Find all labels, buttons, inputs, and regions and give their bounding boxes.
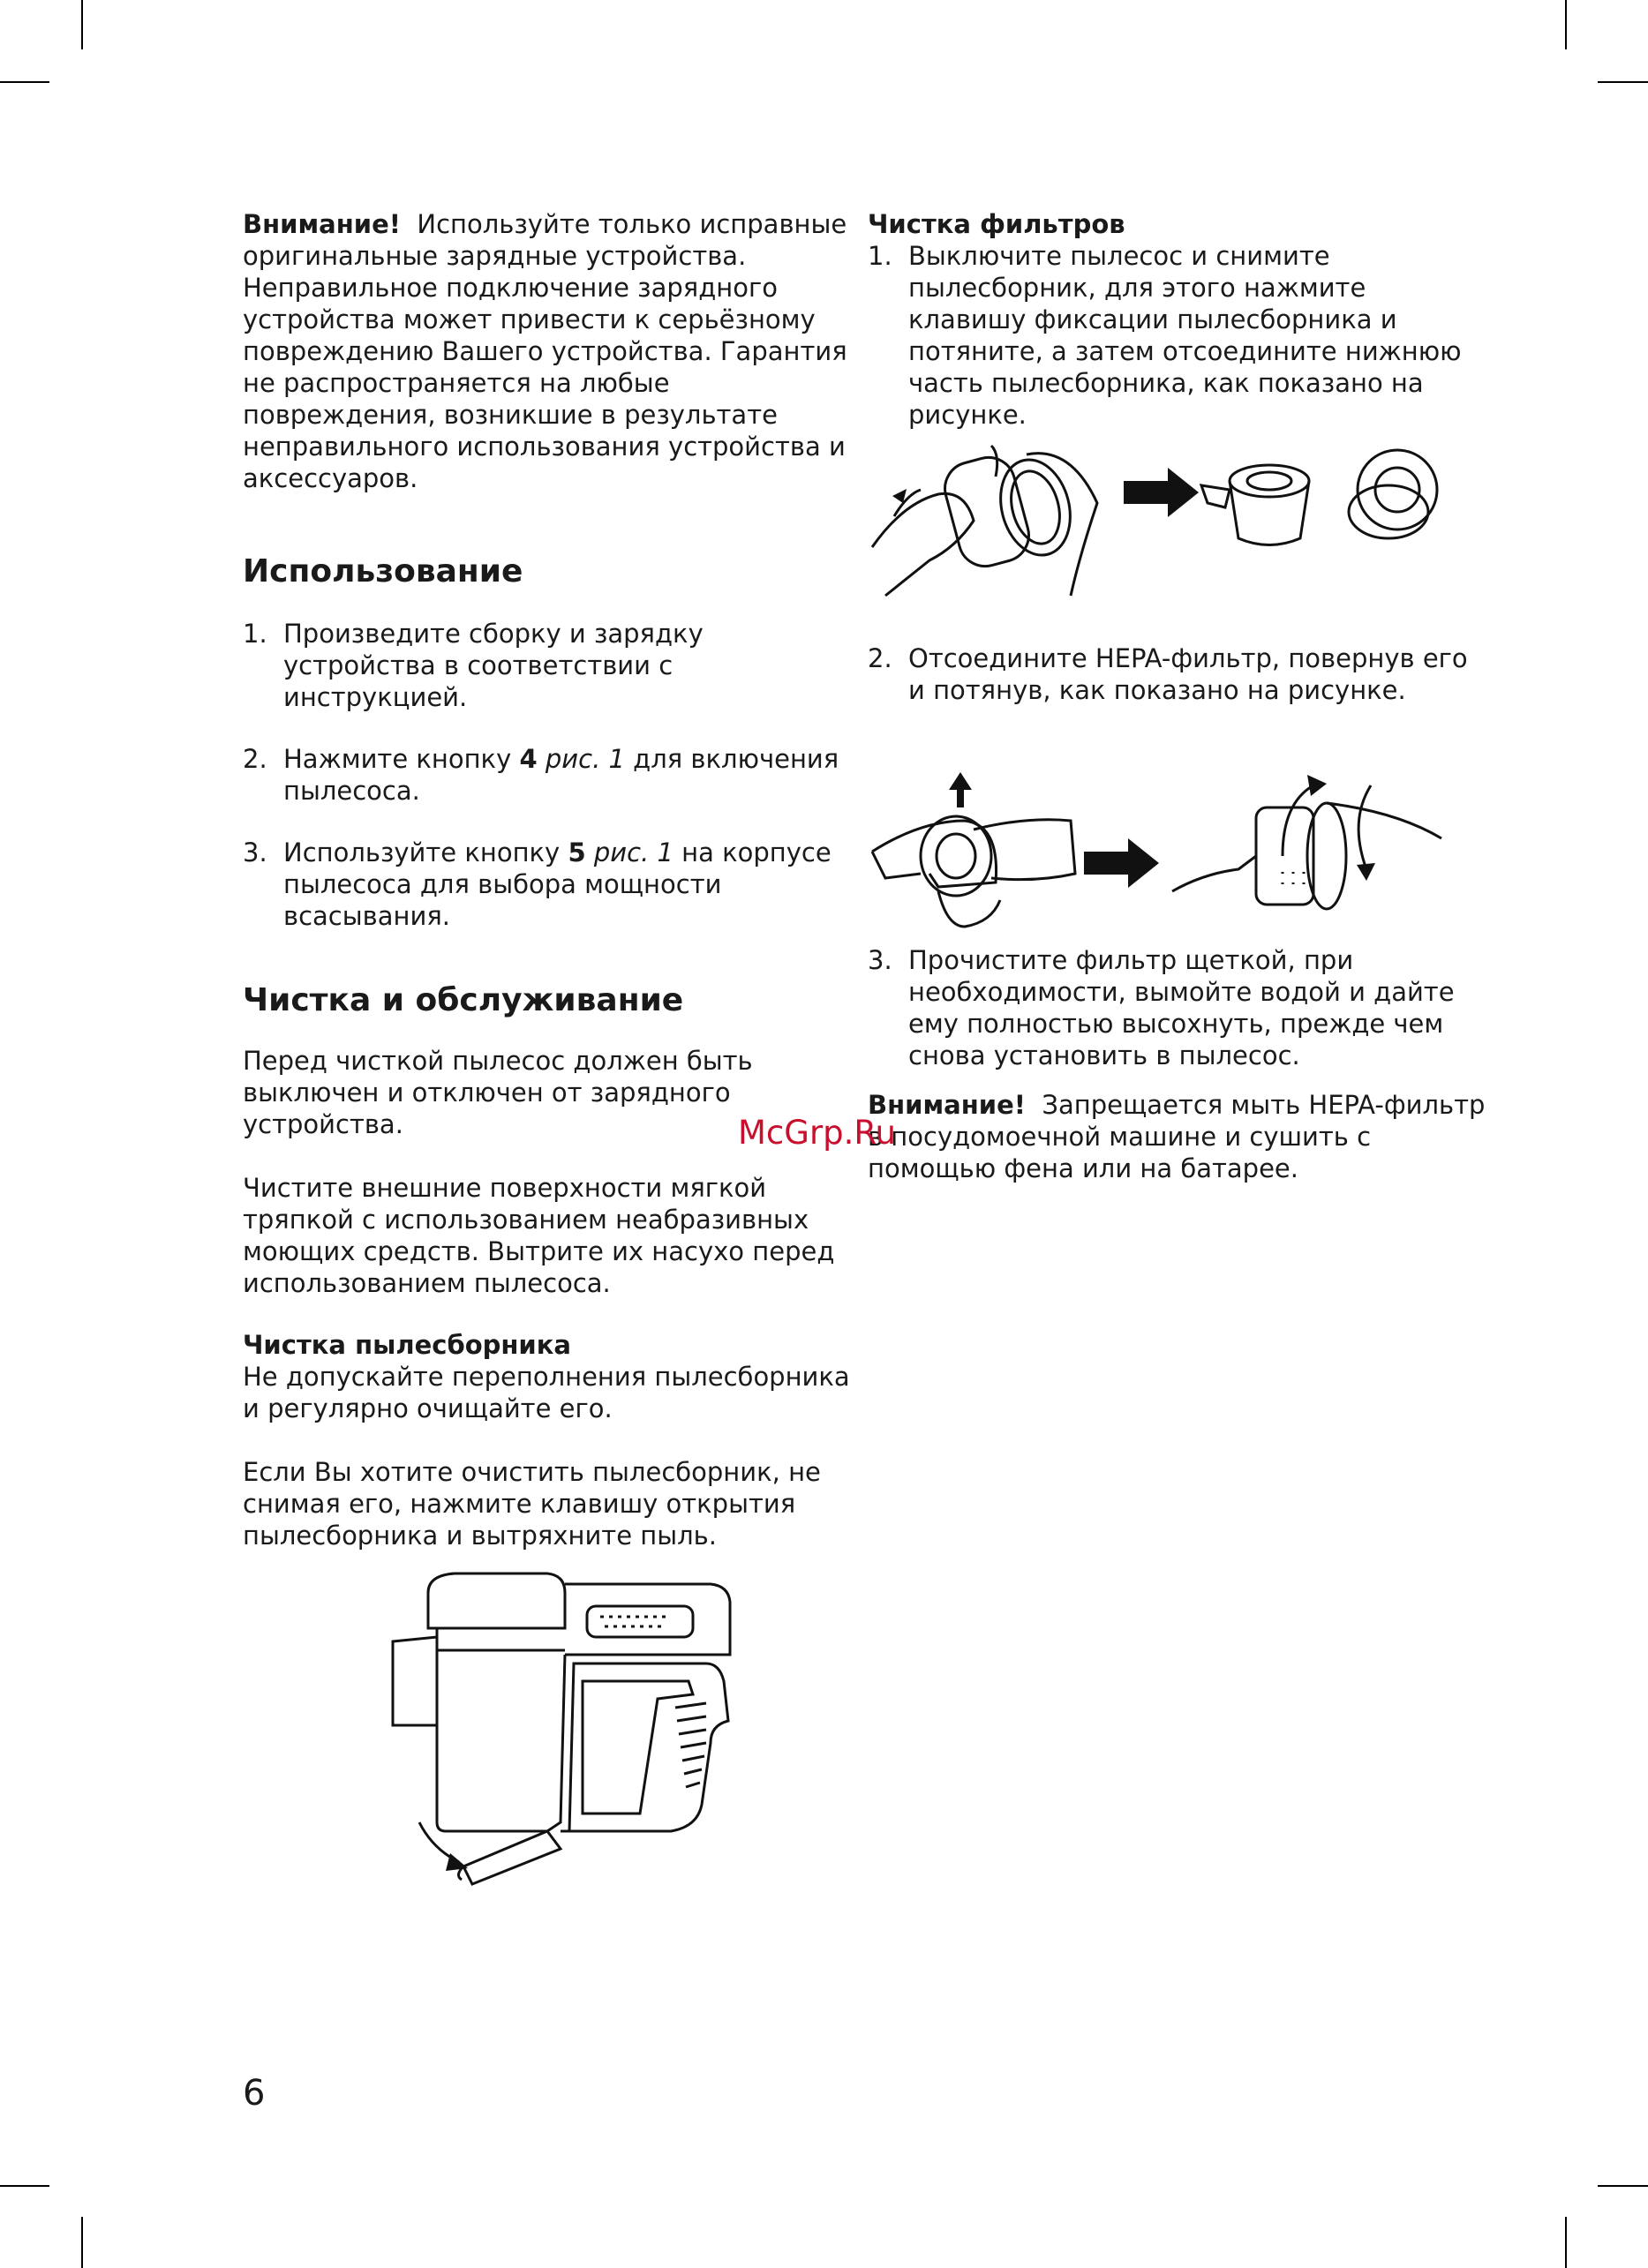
crop-mark: [81, 0, 83, 49]
list-text: на корпусе пылесоса для выбора мощности всасывания.: [283, 837, 832, 931]
watermark: McGrp.Ru: [738, 1114, 896, 1152]
crop-mark: [0, 81, 49, 83]
crop-mark: [1598, 2185, 1648, 2187]
list-item: [243, 618, 861, 713]
vacuum-dustbin-open-illustration: [357, 1566, 746, 1893]
paragraph: Чистите внешние поверхности мягкой тряпкой с использованием неабразивных моющих средств. Вытрите их насухо перед использованием пылесоса.: [243, 1173, 835, 1298]
warning-text: Используйте только исправные оригинальные зарядные устройства. Неправильное подключение зарядного устройства может привести к серьёзному повреждению Вашего устройства. Гарантия не распространяется на любые повреждения, возникшие в результате неправильного использования устройства и аксессуаров.: [243, 209, 847, 493]
right-column: [868, 208, 1486, 1184]
button-number: 4: [519, 744, 538, 774]
hepa-filter-removal-illustration: [868, 768, 1450, 944]
list-item: [243, 743, 861, 807]
warning-text: Запрещается мыть HEPA-фильтр в посудомоечной машине и сушить с помощью фена или на батарее.: [868, 1090, 1486, 1183]
crop-mark: [0, 2185, 49, 2187]
list-item: [868, 642, 1486, 706]
warning-paragraph: [243, 208, 861, 494]
list-item: [243, 837, 861, 932]
paragraph: Не допускайте переполнения пылесборника и регулярно очищайте его.: [243, 1362, 850, 1423]
figure-reference: рис. 1: [537, 744, 625, 774]
list-text: Используйте кнопку: [283, 837, 568, 867]
list-text: Отсоедините HEPA-фильтр, повернув его и потянув, как показано на рисунке.: [908, 643, 1468, 705]
list-number: 2.: [243, 744, 267, 774]
list-item: [868, 240, 1486, 431]
list-number: 2.: [868, 643, 892, 673]
dustbin-removal-illustration: [868, 441, 1450, 609]
crop-mark: [81, 2217, 83, 2268]
list-text: для включения пылесоса.: [283, 744, 839, 806]
dust-bin-heading: Чистка пылесборника: [243, 1330, 572, 1360]
warning-label: Внимание!: [868, 1090, 1026, 1120]
paragraph: Если Вы хотите очистить пылесборник, не снимая его, нажмите клавишу открытия пылесборника и вытряхните пыль.: [243, 1457, 821, 1551]
crop-mark: [1598, 81, 1648, 83]
list-text: Прочистите фильтр щеткой, при необходимости, вымойте водой и дайте ему полностью высохнуть, прежде чем снова установить в пылесос.: [908, 945, 1455, 1070]
list-item: [868, 944, 1486, 1071]
left-column: [243, 208, 861, 1551]
button-number: 5: [568, 837, 586, 867]
list-text: Выключите пылесос и снимите пылесборник, для этого нажмите клавишу фиксации пылесборника и потяните, а затем отсоедините нижнюю часть пылесборника, как показано на рисунке.: [908, 241, 1462, 430]
filters-heading: Чистка фильтров: [868, 209, 1125, 239]
crop-mark: [1565, 0, 1567, 49]
list-number: 3.: [243, 837, 267, 867]
usage-heading: Использование: [243, 553, 523, 590]
list-number: 1.: [243, 619, 267, 649]
filter-warning: [868, 1089, 1486, 1184]
warning-label: Внимание!: [243, 209, 401, 239]
page-number: 6: [243, 2073, 266, 2114]
cleaning-heading: Чистка и обслуживание: [243, 982, 684, 1018]
figure-reference: рис. 1: [585, 837, 673, 867]
list-text: Произведите сборку и зарядку устройства в соответствии с инструкцией.: [283, 619, 704, 712]
paragraph: Перед чисткой пылесос должен быть выключен и отключен от зарядного устройства.: [243, 1046, 753, 1139]
crop-mark: [1565, 2217, 1567, 2268]
list-number: 3.: [868, 945, 892, 975]
list-text: Нажмите кнопку: [283, 744, 520, 774]
list-number: 1.: [868, 241, 892, 271]
usage-list: [243, 618, 861, 932]
